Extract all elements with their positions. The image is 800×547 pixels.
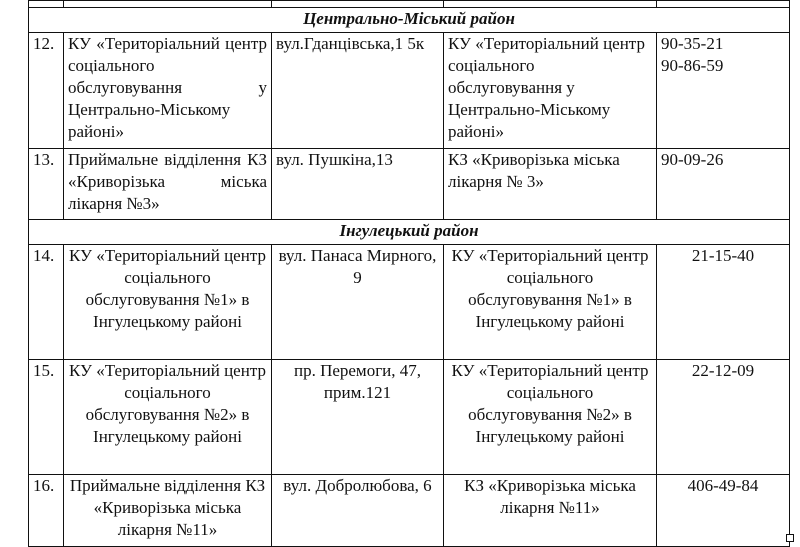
table-row [29, 149, 790, 220]
parent-organization: КЗ «Криворізька міська лікарня № 3» [444, 149, 657, 220]
parent-organization: КУ «Територіальний центр соціального обслуговування у Центрально-Міському районі» [444, 33, 657, 149]
phone-number: 90-09-26 [661, 150, 724, 169]
institution-name: Приймальне відділення КЗ «Криворізька міська лікарня №11» [64, 475, 272, 547]
institutions-table [28, 0, 790, 547]
row-number: 14. [29, 245, 64, 360]
institution-address: вул. Пушкіна,13 [272, 149, 444, 220]
district-heading-row [29, 220, 790, 245]
institution-name: КУ «Територіальний центр соціального обслуговування №1» в Інгулецькому районі [64, 245, 272, 360]
phone-cell [657, 149, 790, 220]
table-row [29, 360, 790, 475]
phone-cell [657, 475, 790, 547]
phone-number: 406-49-84 [687, 476, 759, 495]
district-heading-row [29, 8, 790, 33]
phone-number: 21-15-40 [691, 246, 755, 265]
row-number: 13. [29, 149, 64, 220]
institution-name: Приймальне відділення КЗ «Криворізька міська лікарня №3» [64, 149, 272, 220]
district-heading: Центрально-Міський район [29, 8, 790, 33]
institution-name: КУ «Територіальний центр соціального обслуговування №2» в Інгулецькому районі [64, 360, 272, 475]
row-number: 16. [29, 475, 64, 547]
row-number: 12. [29, 33, 64, 149]
institution-name: КУ «Територіальний центр соціального обслуговування у Центрально-Міському районі» [64, 33, 272, 149]
resize-handle[interactable] [786, 534, 794, 542]
parent-organization: КЗ «Криворізька міська лікарня №11» [444, 475, 657, 547]
table-top-edge-row [29, 1, 790, 8]
phone-cell [657, 360, 790, 475]
institution-address: вул.Гданцівська,1 5к [272, 33, 444, 149]
row-number: 15. [29, 360, 64, 475]
parent-organization: КУ «Територіальний центр соціального обслуговування №1» в Інгулецькому районі [444, 245, 657, 360]
table-row [29, 245, 790, 360]
parent-organization: КУ «Територіальний центр соціального обслуговування №2» в Інгулецькому районі [444, 360, 657, 475]
phone-cell [657, 33, 790, 149]
district-heading: Інгулецький район [29, 220, 790, 245]
phone-number: 22-12-09 [691, 361, 755, 380]
institution-address: вул. Добролюбова, 6 [272, 475, 444, 547]
table-row [29, 475, 790, 547]
phone-cell [657, 245, 790, 360]
table-row [29, 33, 790, 149]
phone-number: 90-35-21 [661, 34, 724, 53]
phone-number: 90-86-59 [661, 56, 724, 75]
institution-address: вул. Панаса Мирного, 9 [272, 245, 444, 360]
institution-address: пр. Перемоги, 47, прим.121 [272, 360, 444, 475]
